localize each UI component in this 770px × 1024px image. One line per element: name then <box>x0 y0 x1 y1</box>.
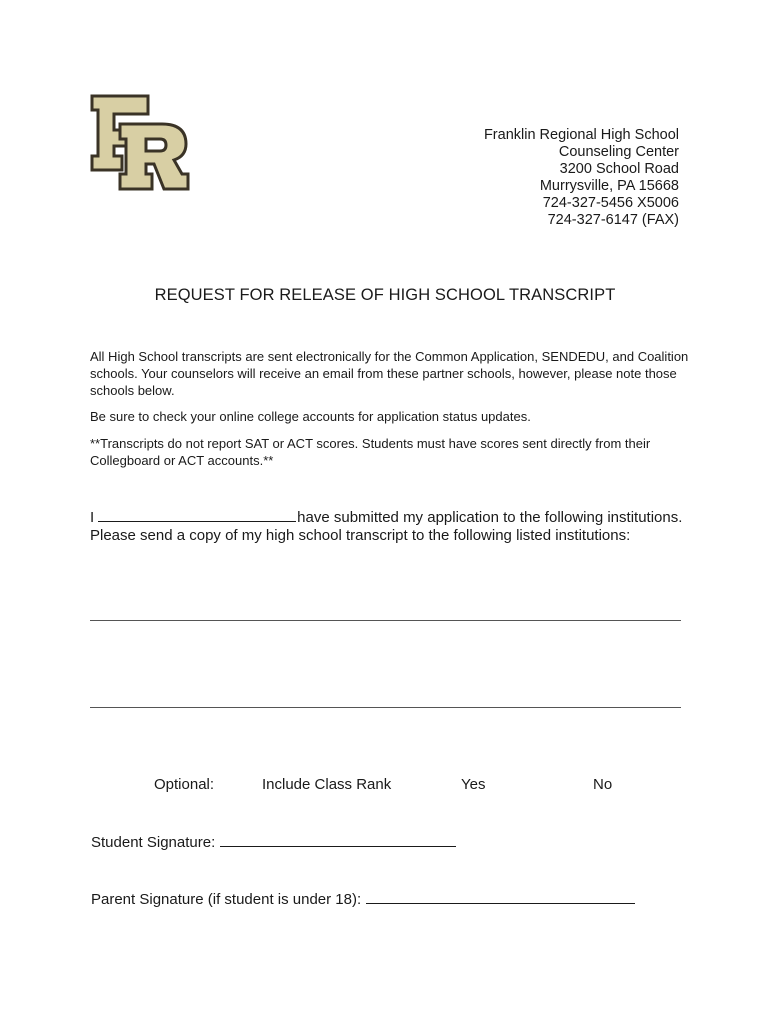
request-statement <box>90 508 700 545</box>
parent-signature-row <box>91 890 635 908</box>
no-option[interactable]: No <box>593 776 613 793</box>
student-signature-label: Student Signature: <box>91 834 216 851</box>
statement-prefix: I <box>90 509 95 526</box>
office-name: Counseling Center <box>558 144 679 160</box>
class-rank-option: Include Class Rank <box>262 776 392 793</box>
electronic-transcripts-paragraph: All High School transcripts are sent electronically for the Common Application, SENDEDU, and Coalition schools. Your counselors will receive an email from these partner schools, however, please note those schools below. <box>90 349 689 398</box>
optional-label: Optional: <box>154 776 215 793</box>
document-title: REQUEST FOR RELEASE OF HIGH SCHOOL TRANSCRIPT <box>154 286 616 304</box>
scores-note-paragraph: **Transcripts do not report SAT or ACT scores. Students must have scores sent directly from their Collegboard or ACT accounts.** <box>90 436 651 468</box>
school-name: Franklin Regional High School <box>483 127 679 143</box>
phone-number: 724-327-5456 X5006 <box>542 195 679 211</box>
institution-line-1[interactable] <box>90 620 681 621</box>
statement-body: have submitted my application to the following institutions. Please send a copy of my high school transcript to the following listed institutions: <box>90 509 683 544</box>
institution-line-2[interactable] <box>90 707 681 708</box>
fax-number: 724-327-6147 (FAX) <box>547 212 679 228</box>
parent-signature-label: Parent Signature (if student is under 18): <box>91 891 362 908</box>
check-accounts-paragraph: Be sure to check your online college accounts for application status updates. <box>90 409 531 424</box>
school-logo <box>90 94 190 191</box>
yes-option[interactable]: Yes <box>461 776 486 793</box>
street-address: 3200 School Road <box>559 161 679 177</box>
logo-letter-r <box>120 124 188 189</box>
school-address <box>484 127 679 229</box>
student-signature-line[interactable] <box>220 833 456 847</box>
student-signature-row <box>91 833 456 851</box>
parent-signature-line[interactable] <box>366 890 635 904</box>
student-name-blank[interactable] <box>98 508 296 522</box>
city-state-zip: Murrysville, PA 15668 <box>539 178 679 194</box>
